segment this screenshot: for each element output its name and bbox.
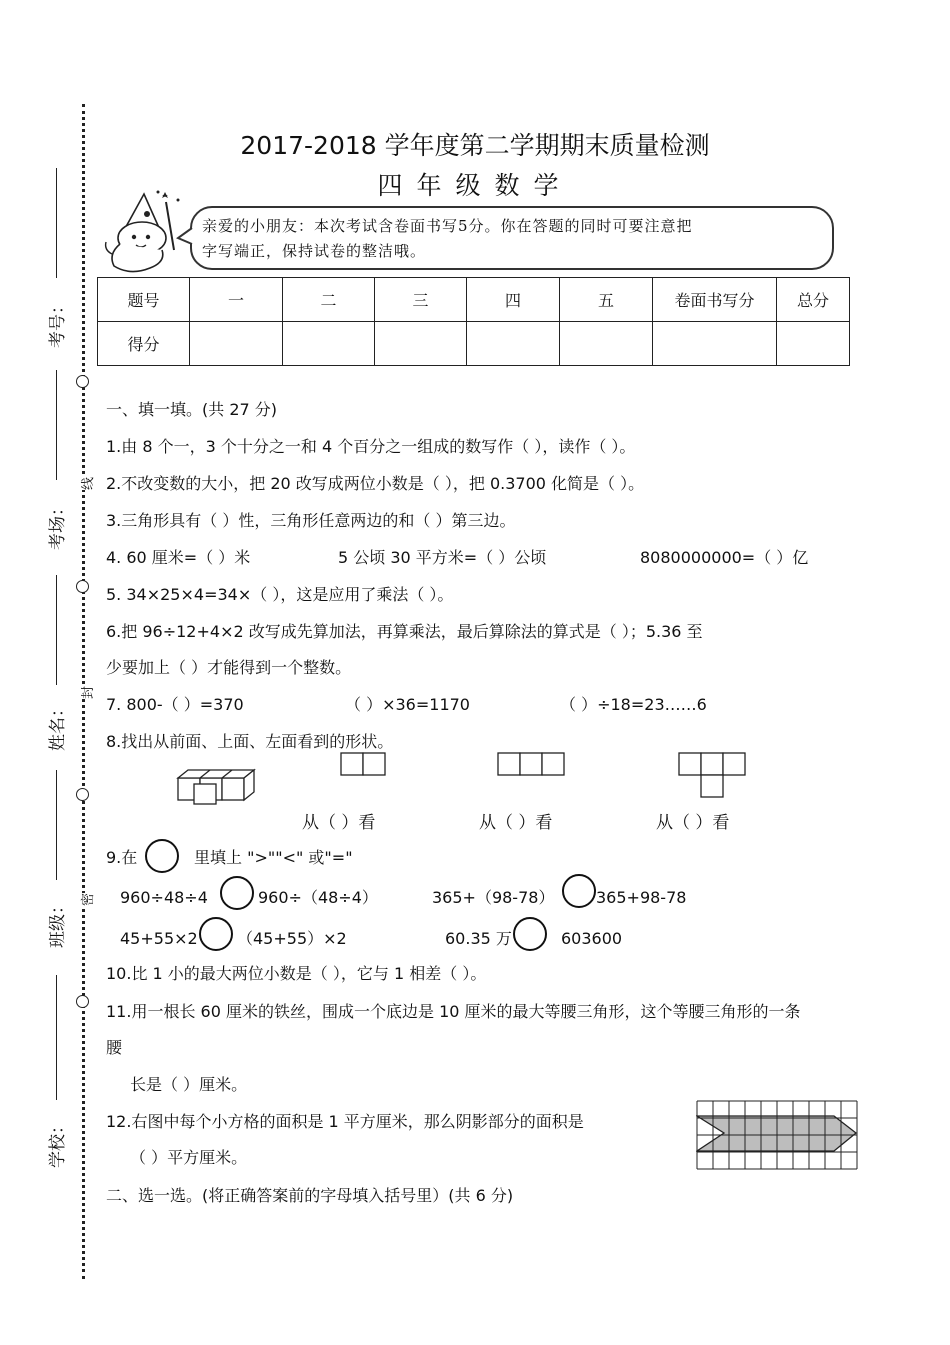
header-cell: 总分 <box>777 278 850 322</box>
seal-char-line: 线 <box>77 477 96 490</box>
score-cell[interactable] <box>560 322 653 366</box>
q9-item4-right: 603600 <box>561 929 623 948</box>
shaded-grid-figure <box>696 1100 858 1172</box>
view-shape-two-squares <box>340 752 388 778</box>
q9-item2-right: 365+98-78 <box>596 888 687 907</box>
name-label: 姓名： <box>48 700 68 751</box>
question-3: 3.三角形具有（ ）性，三角形任意两边的和（ ）第三边。 <box>106 511 516 530</box>
question-11-line3: 长是（ ）厘米。 <box>130 1075 248 1094</box>
exam-number-label: 考号： <box>48 297 68 348</box>
q9-item1-right: 960÷（48÷4） <box>258 888 378 907</box>
q9-item3-left: 45+55×2 <box>120 929 198 948</box>
section2-heading: 二、选一选。(将正确答案前的字母填入括号里）(共 6 分) <box>106 1186 514 1205</box>
score-row-label: 得分 <box>98 322 190 366</box>
q9-example-circle <box>145 839 179 873</box>
score-cell[interactable] <box>190 322 283 366</box>
header-cell: 四 <box>467 278 560 322</box>
question-2: 2.不改变数的大小，把 20 改写成两位小数是（ ），把 0.3700 化简是（ ）。 <box>106 474 645 493</box>
write-line <box>56 575 57 685</box>
score-cell[interactable] <box>283 322 375 366</box>
question-11-line1: 11.用一根长 60 厘米的铁丝，围成一个底边是 10 厘米的最大等腰三角形，这个等腰三角形的一条 <box>106 1002 801 1021</box>
score-table-header-row <box>98 278 850 322</box>
header-cell: 一 <box>190 278 283 322</box>
question-7a: 7. 800-（ ）=370 <box>106 695 244 714</box>
class-label: 班级： <box>48 897 68 948</box>
page-title: 2017-2018 学年度第二学期期末质量检测 <box>240 131 710 160</box>
header-cell: 卷面书写分 <box>653 278 777 322</box>
question-7b: （ ）×36=1170 <box>345 695 470 714</box>
binding-hole <box>76 375 89 388</box>
question-8: 8.找出从前面、上面、左面看到的形状。 <box>106 732 394 751</box>
q8-answer-3: 从（ ）看 <box>656 813 730 833</box>
bubble-tail <box>176 226 194 246</box>
q9-answer-circle[interactable] <box>220 876 254 910</box>
seal-char-secret: 密 <box>77 893 96 906</box>
write-line <box>56 975 57 1100</box>
score-table-score-row <box>98 322 850 366</box>
score-cell[interactable] <box>375 322 467 366</box>
q9-item4-left: 60.35 万 <box>445 929 512 948</box>
q8-answer-1: 从（ ）看 <box>302 813 376 833</box>
q9-answer-circle[interactable] <box>513 917 547 951</box>
q8-answer-2: 从（ ）看 <box>479 813 553 833</box>
q9-answer-circle[interactable] <box>562 874 596 908</box>
write-line <box>56 770 57 880</box>
question-9-prefix: 9.在 <box>106 848 138 867</box>
q9-answer-circle[interactable] <box>199 917 233 951</box>
score-cell[interactable] <box>777 322 850 366</box>
question-1: 1.由 8 个一，3 个十分之一和 4 个百分之一组成的数写作（ ），读作（ ）。 <box>106 437 636 456</box>
view-shape-three-squares <box>497 752 569 778</box>
question-7c: （ ）÷18=23……6 <box>560 695 707 714</box>
exam-room-label: 考场： <box>48 499 68 550</box>
question-12-line1: 12.右图中每个小方格的面积是 1 平方厘米，那么阴影部分的面积是 <box>106 1112 584 1131</box>
q9-item2-left: 365+（98-78） <box>432 888 555 907</box>
question-9-suffix: 里填上 ">""<" 或"=" <box>194 848 353 867</box>
question-5: 5. 34×25×4=34×（ ），这是应用了乘法（ ）。 <box>106 585 454 604</box>
binding-hole <box>76 580 89 593</box>
write-line <box>56 370 57 480</box>
school-label: 学校： <box>48 1117 68 1168</box>
cube-stack-figure <box>176 768 258 806</box>
question-12-line2: （ ）平方厘米。 <box>130 1148 248 1167</box>
instruction-line-1: 亲爱的小朋友：本次考试含卷面书写5分。你在答题的同时可要注意把 <box>202 217 693 235</box>
section1-heading: 一、填一填。(共 27 分) <box>106 400 278 419</box>
question-11-line2: 腰 <box>106 1038 123 1057</box>
score-cell[interactable] <box>467 322 560 366</box>
question-10: 10.比 1 小的最大两位小数是（ ），它与 1 相差（ ）。 <box>106 964 487 983</box>
view-shape-t-shape <box>678 752 750 800</box>
question-6-line2: 少要加上（ ）才能得到一个整数。 <box>106 658 352 677</box>
q9-item1-left: 960÷48÷4 <box>120 888 208 907</box>
question-6-line1: 6.把 96÷12+4×2 改写成先算加法，再算乘法，最后算除法的算式是（ ）；5.36 至 <box>106 622 703 641</box>
seal-char-seal: 封 <box>77 686 96 699</box>
score-cell[interactable] <box>653 322 777 366</box>
binding-hole <box>76 995 89 1008</box>
question-4c: 8080000000=（ ）亿 <box>640 548 809 567</box>
q9-item3-right: （45+55）×2 <box>237 929 347 948</box>
header-cell: 三 <box>375 278 467 322</box>
instruction-bubble <box>190 206 834 270</box>
question-4b: 5 公顷 30 平方米=（ ）公顷 <box>338 548 547 567</box>
header-cell: 五 <box>560 278 653 322</box>
instruction-line-2: 字写端正，保持试卷的整洁哦。 <box>202 242 427 260</box>
question-4a: 4. 60 厘米=（ ）米 <box>106 548 251 567</box>
score-table <box>97 277 850 366</box>
header-cell: 题号 <box>98 278 190 322</box>
page-subtitle: 四年级数学 <box>377 171 573 200</box>
binding-hole <box>76 788 89 801</box>
header-cell: 二 <box>283 278 375 322</box>
